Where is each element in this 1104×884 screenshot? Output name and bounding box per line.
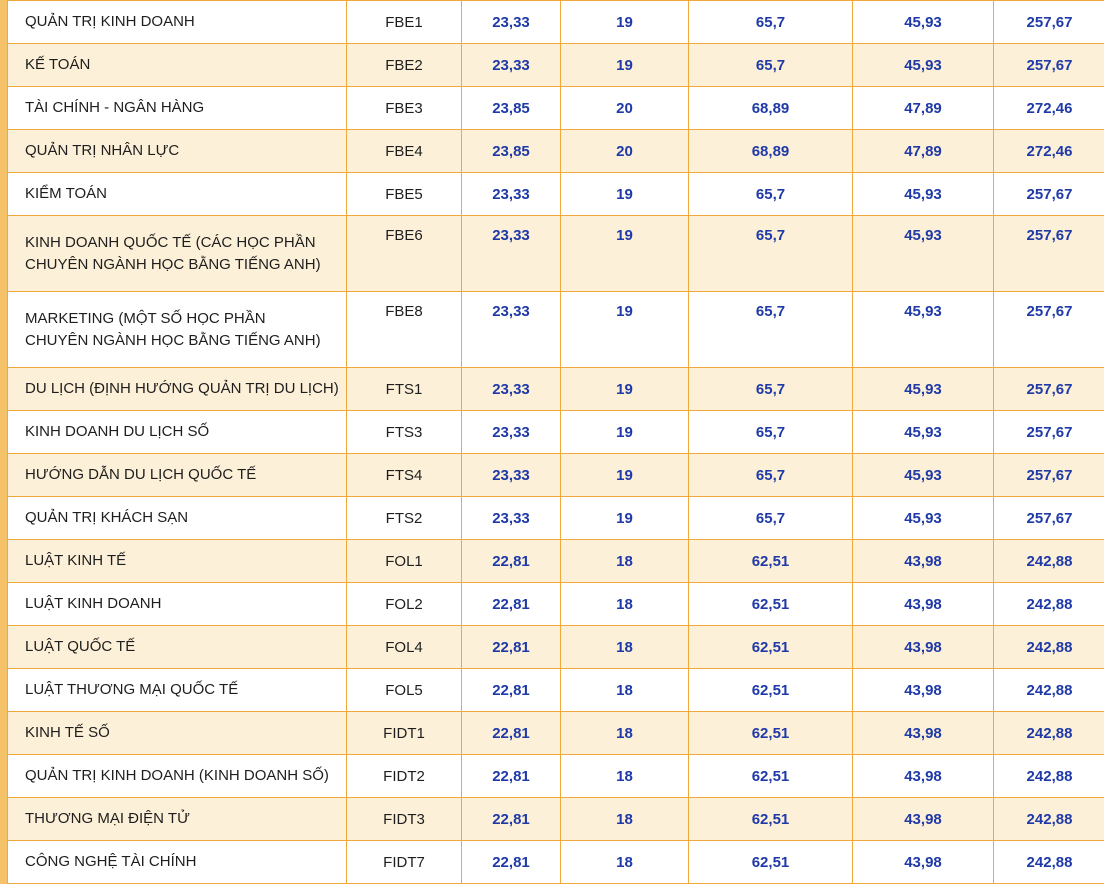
score-col-3: 68,89 — [689, 87, 853, 130]
score-col-1: 22,81 — [462, 798, 561, 841]
major-code: FBE1 — [347, 1, 462, 44]
major-code: FTS4 — [347, 454, 462, 497]
table-row — [8, 540, 1104, 583]
score-col-2: 18 — [561, 626, 689, 669]
major-name: LUẬT KINH TẾ — [8, 540, 347, 583]
score-col-3: 65,7 — [689, 454, 853, 497]
score-col-5: 242,88 — [994, 626, 1104, 669]
score-col-2: 19 — [561, 1, 689, 44]
score-col-3: 62,51 — [689, 841, 853, 884]
score-col-2: 19 — [561, 44, 689, 87]
table-row — [8, 626, 1104, 669]
score-col-1: 22,81 — [462, 755, 561, 798]
score-col-4: 43,98 — [853, 712, 994, 755]
score-col-1: 22,81 — [462, 841, 561, 884]
score-col-2: 18 — [561, 669, 689, 712]
admission-score-table — [7, 0, 1104, 884]
score-col-3: 62,51 — [689, 669, 853, 712]
score-col-2: 19 — [561, 216, 689, 292]
score-col-5: 257,67 — [994, 368, 1104, 411]
score-col-4: 43,98 — [853, 841, 994, 884]
major-name: QUẢN TRỊ KINH DOANH — [8, 1, 347, 44]
score-col-4: 45,93 — [853, 368, 994, 411]
table-row — [8, 841, 1104, 884]
score-col-3: 62,51 — [689, 755, 853, 798]
score-col-3: 65,7 — [689, 292, 853, 368]
score-col-5: 257,67 — [994, 292, 1104, 368]
score-col-1: 22,81 — [462, 669, 561, 712]
table-row — [8, 292, 1104, 368]
score-col-4: 45,93 — [853, 454, 994, 497]
score-col-5: 272,46 — [994, 130, 1104, 173]
major-name: KINH TẾ SỐ — [8, 712, 347, 755]
score-col-5: 257,67 — [994, 173, 1104, 216]
major-name: KẾ TOÁN — [8, 44, 347, 87]
score-col-4: 43,98 — [853, 583, 994, 626]
score-col-5: 242,88 — [994, 583, 1104, 626]
score-col-1: 23,33 — [462, 173, 561, 216]
score-col-5: 272,46 — [994, 87, 1104, 130]
table-row — [8, 454, 1104, 497]
score-col-1: 23,33 — [462, 44, 561, 87]
major-name: LUẬT THƯƠNG MẠI QUỐC TẾ — [8, 669, 347, 712]
major-name: KINH DOANH DU LỊCH SỐ — [8, 411, 347, 454]
score-col-1: 23,33 — [462, 411, 561, 454]
score-col-1: 23,33 — [462, 1, 561, 44]
major-code: FTS2 — [347, 497, 462, 540]
table-row — [8, 173, 1104, 216]
score-col-4: 45,93 — [853, 216, 994, 292]
score-col-1: 22,81 — [462, 540, 561, 583]
major-name: LUẬT KINH DOANH — [8, 583, 347, 626]
score-col-3: 65,7 — [689, 216, 853, 292]
table-row — [8, 216, 1104, 292]
score-col-4: 45,93 — [853, 1, 994, 44]
table-row — [8, 798, 1104, 841]
major-name: QUẢN TRỊ KHÁCH SẠN — [8, 497, 347, 540]
table-body — [8, 1, 1104, 884]
score-col-2: 19 — [561, 411, 689, 454]
major-name: KINH DOANH QUỐC TẾ (CÁC HỌC PHẦN CHUYÊN NGÀNH HỌC BẰNG TIẾNG ANH) — [8, 216, 347, 292]
major-name: MARKETING (MỘT SỐ HỌC PHẦN CHUYÊN NGÀNH HỌC BẰNG TIẾNG ANH) — [8, 292, 347, 368]
table-row — [8, 583, 1104, 626]
score-col-2: 18 — [561, 755, 689, 798]
major-name: HƯỚNG DẪN DU LỊCH QUỐC TẾ — [8, 454, 347, 497]
score-col-3: 62,51 — [689, 798, 853, 841]
major-code: FIDT2 — [347, 755, 462, 798]
table-row — [8, 755, 1104, 798]
table-row — [8, 44, 1104, 87]
score-col-1: 23,33 — [462, 216, 561, 292]
major-code: FBE8 — [347, 292, 462, 368]
score-col-3: 62,51 — [689, 712, 853, 755]
score-col-5: 242,88 — [994, 669, 1104, 712]
score-col-5: 257,67 — [994, 411, 1104, 454]
score-col-1: 23,33 — [462, 292, 561, 368]
score-col-3: 62,51 — [689, 583, 853, 626]
table-row — [8, 87, 1104, 130]
major-code: FOL4 — [347, 626, 462, 669]
score-col-1: 22,81 — [462, 712, 561, 755]
major-code: FBE2 — [347, 44, 462, 87]
score-col-3: 62,51 — [689, 626, 853, 669]
score-col-4: 43,98 — [853, 669, 994, 712]
score-col-4: 45,93 — [853, 173, 994, 216]
score-col-2: 19 — [561, 497, 689, 540]
score-col-1: 23,33 — [462, 497, 561, 540]
major-code: FBE4 — [347, 130, 462, 173]
score-col-3: 68,89 — [689, 130, 853, 173]
score-col-2: 19 — [561, 173, 689, 216]
score-col-2: 18 — [561, 540, 689, 583]
score-col-2: 19 — [561, 368, 689, 411]
major-code: FTS1 — [347, 368, 462, 411]
score-col-5: 257,67 — [994, 497, 1104, 540]
score-col-2: 19 — [561, 292, 689, 368]
score-col-2: 18 — [561, 712, 689, 755]
score-col-5: 242,88 — [994, 755, 1104, 798]
table-row — [8, 1, 1104, 44]
score-col-5: 257,67 — [994, 216, 1104, 292]
score-col-4: 47,89 — [853, 130, 994, 173]
major-code: FTS3 — [347, 411, 462, 454]
score-col-5: 257,67 — [994, 1, 1104, 44]
score-col-5: 257,67 — [994, 44, 1104, 87]
score-col-4: 45,93 — [853, 497, 994, 540]
major-name: QUẢN TRỊ KINH DOANH (KINH DOANH SỐ) — [8, 755, 347, 798]
score-col-1: 23,85 — [462, 87, 561, 130]
score-col-2: 18 — [561, 583, 689, 626]
score-col-1: 23,85 — [462, 130, 561, 173]
major-name: DU LỊCH (ĐỊNH HƯỚNG QUẢN TRỊ DU LỊCH) — [8, 368, 347, 411]
major-code: FOL1 — [347, 540, 462, 583]
score-col-4: 43,98 — [853, 755, 994, 798]
major-code: FBE5 — [347, 173, 462, 216]
major-code: FBE6 — [347, 216, 462, 292]
score-col-1: 22,81 — [462, 626, 561, 669]
score-col-5: 242,88 — [994, 540, 1104, 583]
table-row — [8, 497, 1104, 540]
score-col-2: 18 — [561, 841, 689, 884]
major-code: FOL2 — [347, 583, 462, 626]
table-row — [8, 368, 1104, 411]
major-code: FOL5 — [347, 669, 462, 712]
table-row — [8, 130, 1104, 173]
score-col-5: 242,88 — [994, 712, 1104, 755]
major-name: QUẢN TRỊ NHÂN LỰC — [8, 130, 347, 173]
score-col-1: 23,33 — [462, 368, 561, 411]
major-code: FBE3 — [347, 87, 462, 130]
major-name: KIỂM TOÁN — [8, 173, 347, 216]
score-col-4: 43,98 — [853, 540, 994, 583]
major-name: CÔNG NGHỆ TÀI CHÍNH — [8, 841, 347, 884]
table-row — [8, 669, 1104, 712]
score-col-3: 65,7 — [689, 44, 853, 87]
score-col-5: 257,67 — [994, 454, 1104, 497]
score-col-3: 65,7 — [689, 368, 853, 411]
score-col-1: 23,33 — [462, 454, 561, 497]
score-col-4: 45,93 — [853, 292, 994, 368]
score-col-3: 62,51 — [689, 540, 853, 583]
major-name: THƯƠNG MẠI ĐIỆN TỬ — [8, 798, 347, 841]
major-code: FIDT1 — [347, 712, 462, 755]
table-row — [8, 411, 1104, 454]
score-col-4: 43,98 — [853, 626, 994, 669]
major-code: FIDT3 — [347, 798, 462, 841]
major-name: LUẬT QUỐC TẾ — [8, 626, 347, 669]
score-col-1: 22,81 — [462, 583, 561, 626]
score-col-3: 65,7 — [689, 173, 853, 216]
score-col-2: 19 — [561, 454, 689, 497]
score-col-5: 242,88 — [994, 841, 1104, 884]
score-col-5: 242,88 — [994, 798, 1104, 841]
score-col-2: 18 — [561, 798, 689, 841]
score-col-4: 45,93 — [853, 44, 994, 87]
score-col-2: 20 — [561, 87, 689, 130]
table-row — [8, 712, 1104, 755]
score-col-3: 65,7 — [689, 497, 853, 540]
score-col-4: 43,98 — [853, 798, 994, 841]
score-col-3: 65,7 — [689, 1, 853, 44]
score-col-2: 20 — [561, 130, 689, 173]
score-col-3: 65,7 — [689, 411, 853, 454]
major-name: TÀI CHÍNH - NGÂN HÀNG — [8, 87, 347, 130]
score-col-4: 47,89 — [853, 87, 994, 130]
major-code: FIDT7 — [347, 841, 462, 884]
score-col-4: 45,93 — [853, 411, 994, 454]
